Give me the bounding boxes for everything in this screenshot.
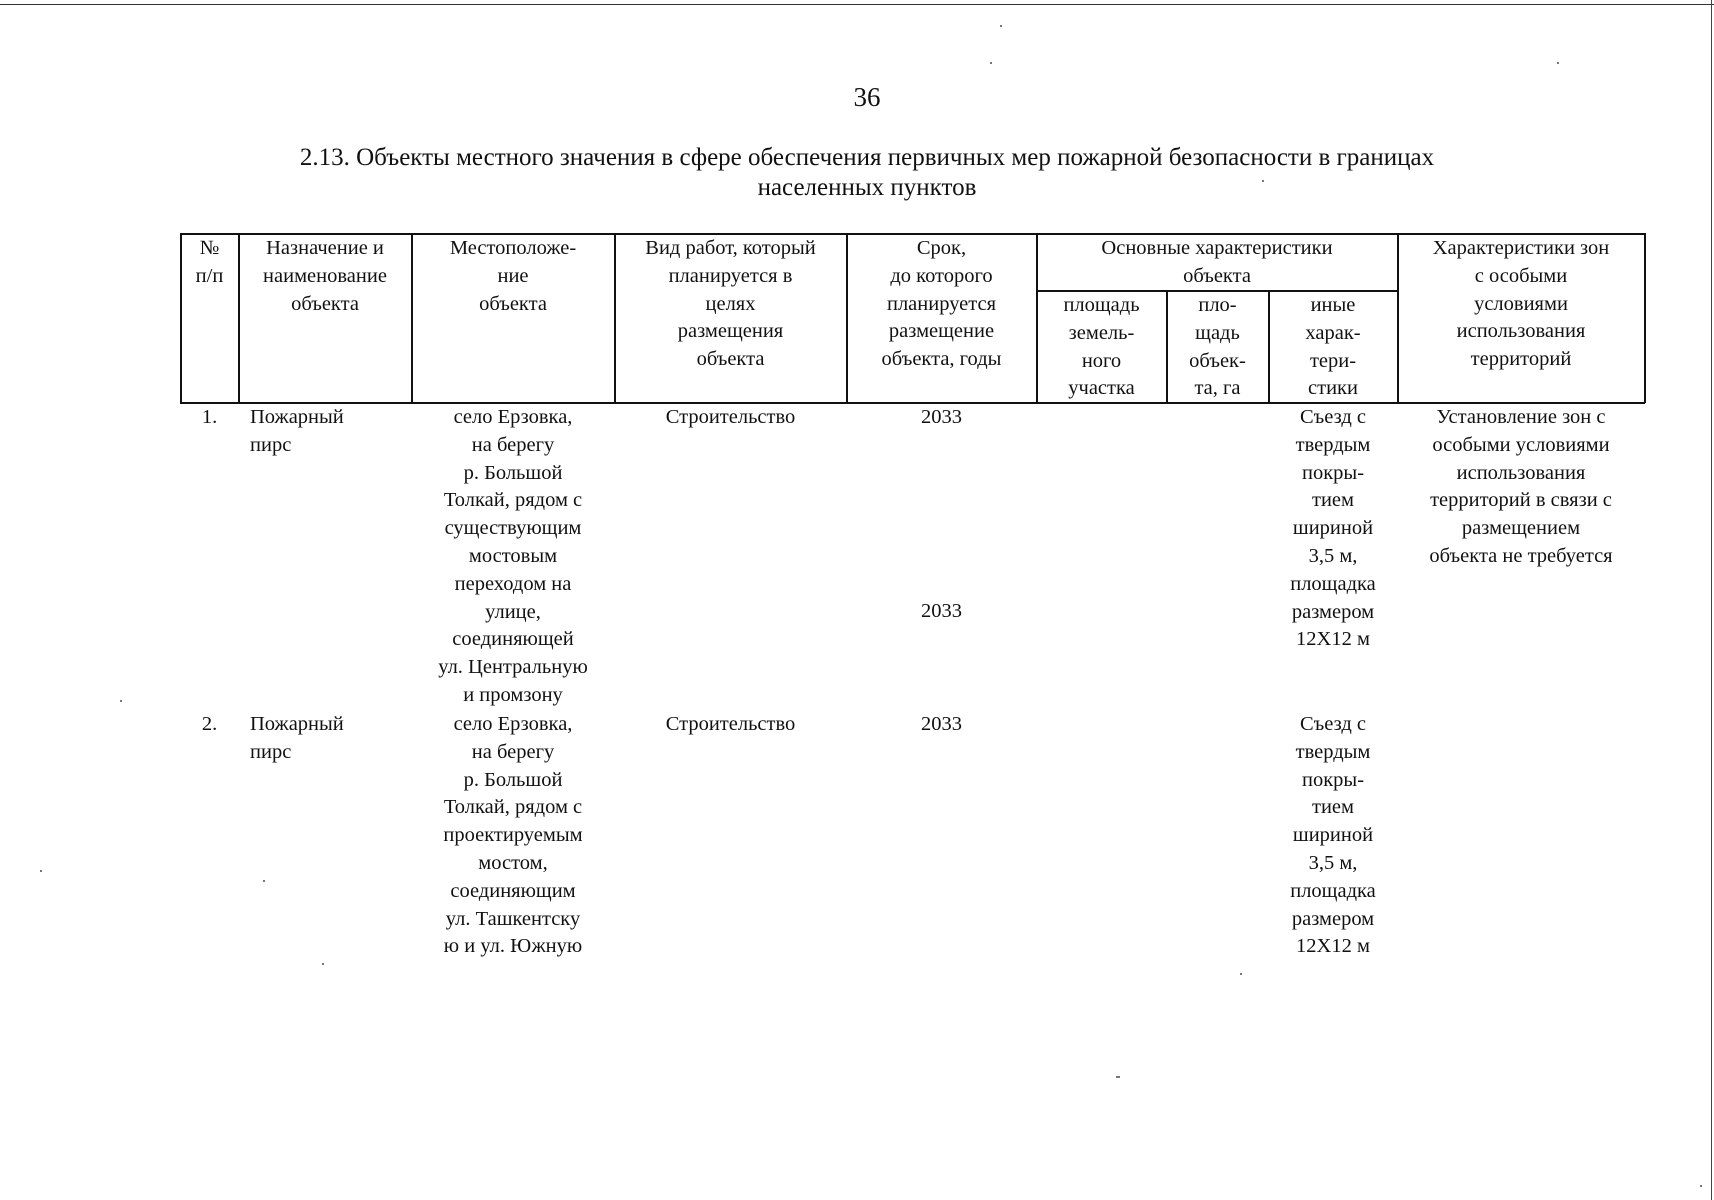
row-work-type: Строительство: [665, 713, 796, 735]
row-other-characteristics: Съезд с твердым покры- тием шириной 3,5 м, площадка размером 12Х12 м: [1290, 406, 1376, 651]
row-num: 1.: [201, 406, 218, 428]
row-purpose: Пожарный пирс: [250, 713, 344, 763]
header-deadline: Срок, до которого планируется размещение объекта, годы: [881, 237, 1002, 371]
page-right-border: [1711, 0, 1712, 1200]
header-zones: Характеристики зон с особыми условиями использования территорий: [1432, 237, 1610, 371]
header-other-characteristics: иные харак- тери- стики: [1305, 294, 1361, 400]
page-number: 36: [853, 82, 881, 112]
header-work-type: Вид работ, который планируется в целях размещения объекта: [645, 237, 816, 371]
row-other-characteristics: Съезд с твердым покры- тием шириной 3,5 м, площадка размером 12Х12 м: [1290, 713, 1376, 958]
row-zones: Установление зон с особыми условиями использования территорий в связи с размещением объекта не требуется: [1429, 406, 1613, 567]
header-location: Местоположе- ние объекта: [449, 237, 577, 315]
row-location: село Ерзовка, на берегу р. Большой Толкай, рядом с проектируемым мостом, соединяющим ул. Ташкентску ю и ул. Южную: [443, 713, 583, 958]
row-deadline: 2033: [921, 713, 962, 735]
row-num: 2.: [201, 713, 218, 735]
row-deadline: 2033: [921, 406, 962, 428]
header-num: № п/п: [195, 237, 224, 287]
row-deadline-repeat: 2033: [921, 600, 962, 622]
section-title: 2.13. Объекты местного значения в сфере обеспечения первичных мер пожарной безопасности в границах населенных пунктов: [299, 144, 1435, 201]
header-main-characteristics: Основные характеристики объекта: [1101, 237, 1333, 287]
header-object-area: пло- щадь объек- та, га: [1189, 294, 1246, 400]
header-purpose: Назначение и наименование объекта: [263, 237, 387, 315]
page-top-border: [0, 4, 1714, 5]
row-purpose: Пожарный пирс: [250, 406, 344, 456]
row-work-type: Строительство: [665, 406, 796, 428]
header-land-area: площадь земель- ного участка: [1063, 294, 1140, 400]
row-location: село Ерзовка, на берегу р. Большой Толкай, рядом с существующим мостовым переходом на улице, соединяющей ул. Центральную и промзону: [438, 406, 588, 706]
